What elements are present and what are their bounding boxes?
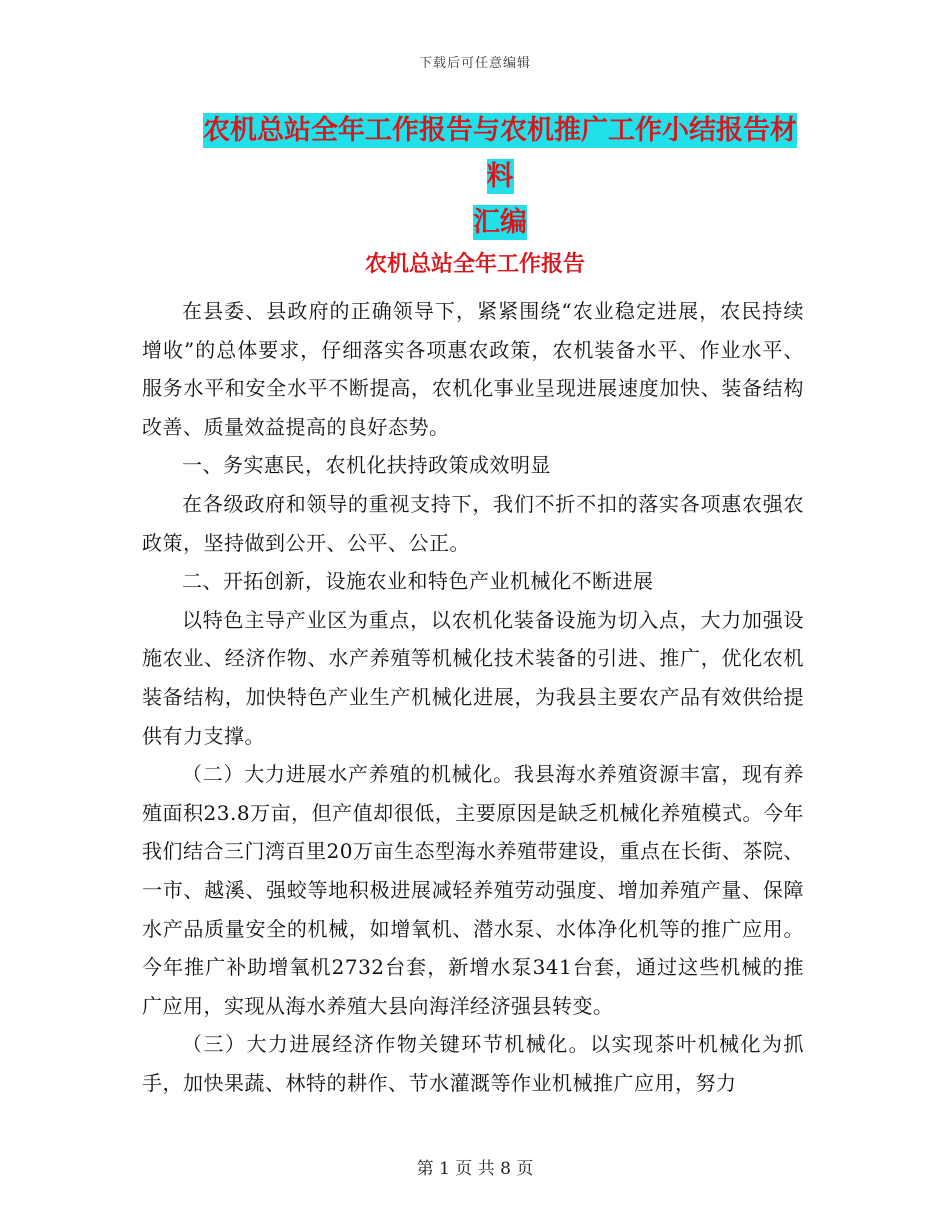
section-title: 农机总站全年工作报告 bbox=[364, 252, 585, 277]
document-title-line1: 农机总站全年工作报告与农机推广工作小结报告材料 bbox=[203, 115, 797, 192]
document-body bbox=[142, 292, 804, 1102]
body-paragraph: 在各级政府和领导的重视支持下，我们不折不扣的落实各项惠农强农政策，坚持做到公开、公平、公正。 bbox=[142, 491, 804, 555]
section-heading: 二、开拓创新，设施农业和特色产业机械化不断进展 bbox=[182, 569, 654, 594]
body-paragraph: （二）大力进展水产养殖的机械化。我县海水养殖资源丰富，现有养殖面积23.8万亩，但产值却很低，主要原因是缺乏机械化养殖模式。今年我们结合三门湾百里20万亩生态型海水养殖带建设，重点在长街、茶院、一市、越溪、强蛟等地积极进展减轻养殖劳动强度、增加养殖产量、保障水产品质量安全的机械，如增氧机、潜水泵、水体净化机等的推广应用。今年推广补助增氧机2732台套，新增水泵341台套，通过这些机械的推广应用，实现从海水养殖大县向海洋经济强县转变。 bbox=[142, 762, 804, 1018]
body-paragraph: （三）大力进展经济作物关键环节机械化。以实现茶叶机械化为抓手，加快果蔬、林特的耕作、节水灌溉等作业机械推广应用，努力 bbox=[142, 1032, 804, 1095]
document-title-line2: 汇编 bbox=[473, 207, 527, 238]
page-number: 第 1 页 共 8 页 bbox=[416, 1159, 534, 1179]
body-paragraph: 在县委、县政府的正确领导下，紧紧围绕“农业稳定进展，农民持续增收”的总体要求，仔细落实各项惠农政策，农机装备水平、作业水平、服务水平和安全水平不断提高，农机化事业呈现进展速度加快、装备结构改善、质量效益提高的良好态势。 bbox=[142, 299, 804, 439]
header-note: 下载后可任意编辑 bbox=[418, 56, 531, 71]
section-heading: 一、务实惠民，农机化扶持政策成效明显 bbox=[182, 453, 551, 478]
document-title bbox=[190, 108, 810, 246]
body-paragraph: 以特色主导产业区为重点，以农机化装备设施为切入点，大力加强设施农业、经济作物、水产养殖等机械化技术装备的引进、推广，优化农机装备结构，加快特色产业生产机械化进展，为我县主要农产品有效供给提供有力支撑。 bbox=[142, 607, 804, 748]
